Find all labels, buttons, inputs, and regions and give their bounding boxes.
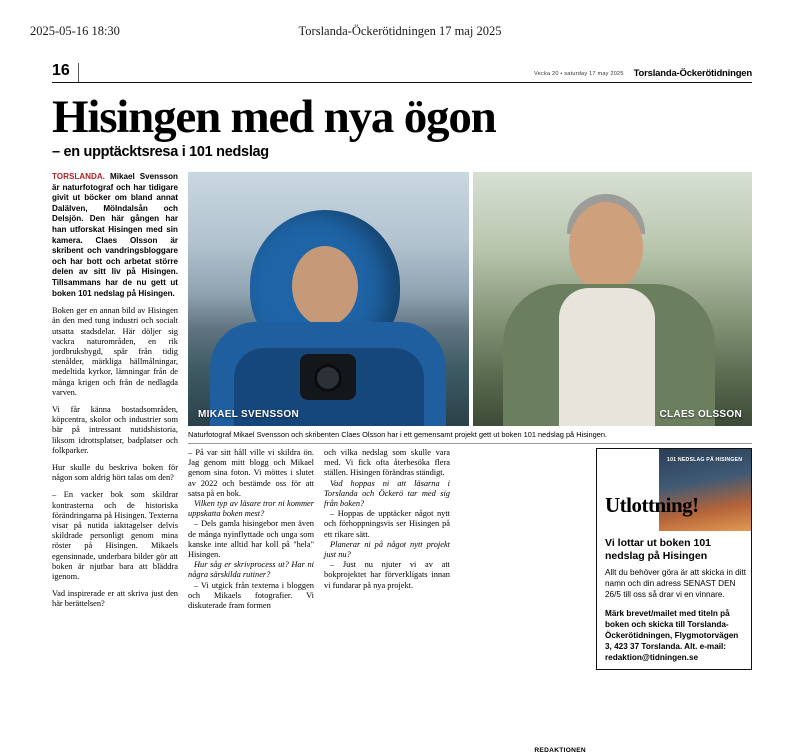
lead-paragraph [52, 172, 178, 299]
lead-question-1: Hur skulle du beskriva boken för någon som aldrig hört talas om den? [52, 462, 178, 483]
paragraph: – Just nu njuter vi av att bokprojektet har förverkligats innan vi fundarar på nya projekt. [324, 560, 450, 590]
photo-shape-face [292, 246, 358, 326]
newspaper-page [52, 56, 752, 754]
paragraph: Vad hoppas ni att läsarna i Torslanda och Öckerö tar med sig från boken? [324, 478, 450, 509]
dateline: TORSLANDA. [52, 172, 105, 181]
photo-group [188, 172, 752, 430]
paragraph: – Hoppas de upptäcker något nytt och förhoppningsvis ser Hisingen på ett rikare sätt. [324, 509, 450, 539]
paragraph: Hur såg er skrivprocess ut? Har ni några särskilda rutiner? [188, 560, 314, 580]
photo-shape-face-2 [569, 202, 643, 292]
book-cover-image [659, 449, 751, 531]
lead-text: Mikael Svensson är naturfotograf och har tidigare givit ut böcker om bland annat Dalälven, Mölndalsån och Delsjön. Den här gången har han utforskat Hisingen med sin kamera. Claes Olsson är skribent och vandringsbloggare och har bott och arbetat större delen av sitt liv på Hisingen. Tillsammans har de nu gett ut boken 101 nedslag på Hisingen. [52, 172, 178, 298]
byline: REDAKTIONEN [534, 747, 586, 754]
lead-body-2: Vi får känna bostadsområden, köpcentra, skolor och industrier som bär på intressant nutidshistoria, liksom idrottsplatser, badplatser och folkparker. [52, 404, 178, 455]
photo-shape-shirt [559, 288, 655, 426]
advertisement-box [596, 448, 752, 670]
paragraph: Planerar ni på något nytt projekt just nu? [324, 539, 450, 560]
lead-body-1: Boken ger en annan bild av Hisingen än den med tung industri och socialt utsatta stadsdelar. Här döljer sig vackra naturområden, en rik jordbruksbygd, spår från tidig stenålder, märkliga hällmålningar, medeltida kyrkor, lämningar från de många krigen och från de nedlagda varven. [52, 306, 178, 397]
article-subhead: – en upptäcktsresa i 101 nedslag [52, 144, 269, 160]
paragraph: – På var sitt håll ville vi skildra ön. Jag genom mitt blogg och Mikael genom sina foton. Vi möttes i slutet av 2022 och bestämde oss för att satsa på en bok. [188, 448, 314, 498]
issue-info: Vecka 20 • saturday 17 may 2025 [534, 71, 624, 77]
page-number: 16 [52, 63, 79, 82]
ad-body-bold-text: Märk brevet/mailet med titeln på boken och skicka till Torslanda-Öckerötidningen, Flygmotorvägen 3, 423 37 Torslanda. Alt. e-mail: redaktion@tidningen.se [605, 609, 739, 662]
text-column-3 [324, 448, 450, 591]
lead-column [52, 172, 178, 617]
article-content [52, 172, 752, 754]
viewer-header [0, 0, 800, 46]
book-cover-title: 101 NEDSLAG PÅ HISINGEN [667, 457, 743, 463]
paragraph: – Dels gamla hisingebor men även de många nyinflyttade och unga som kanske inte alltid har koll på "hela" Hisingen. [188, 519, 314, 560]
viewer-timestamp: 2025-05-16 18:30 [30, 24, 120, 38]
photo-mikael-svensson [188, 172, 469, 426]
viewer-document-title: Torslanda-Öckerötidningen 17 maj 2025 [298, 24, 502, 38]
ad-body [605, 567, 747, 670]
masthead [52, 56, 752, 83]
paragraph: – Vi utgick från texterna i bloggen och Mikaels fotografier. Vi diskuterade fram formen [188, 580, 314, 611]
ad-body-text: Allt du behöver göra är att skicka in ditt namn och din adress SENAST DEN 26/5 till oss så drar vi en vinnare. [605, 568, 747, 599]
lead-body-3: – En vacker bok som skildrar kontrasterna och de historiska förändringarna på Hisingen. Texterna visar på nutida iakttagelser delvis skildrade personligt genom mina röster på Hisingen. Mikaels egensinnade, underbara bilder gör att boken är njutbar bara att bläddra igenom. [52, 490, 178, 581]
paragraph: och vilka nedslag som skulle vara med. Vi fick ofta återbesöka flera ställen. Hisingen förändras ständigt. [324, 448, 450, 478]
paper-name: Torslanda-Öckerötidningen [633, 68, 752, 79]
paragraph: Vilken typ av läsare tror ni kommer uppskatta boken mest? [188, 499, 314, 519]
photo-label-left: MIKAEL SVENSSON [198, 409, 299, 420]
lead-question-2: Vad inspirerade er att skriva just den här berättelsen? [52, 589, 178, 609]
photo-caption: Naturfotograf Mikael Svensson och skribenten Claes Olsson har i ett gemensamt projekt gett ut boken 101 nedslag på Hisingen. [188, 430, 752, 444]
photo-label-right: CLAES OLSSON [659, 409, 742, 420]
article-headline: Hisingen med nya ögon [52, 91, 496, 143]
camera-icon [300, 354, 356, 400]
ad-subtitle: Vi lottar ut boken 101 nedslag på Hisingen [605, 537, 711, 562]
text-column-2 [188, 448, 314, 611]
ad-title: Utlottning! [605, 493, 699, 517]
photo-claes-olsson [473, 172, 752, 426]
